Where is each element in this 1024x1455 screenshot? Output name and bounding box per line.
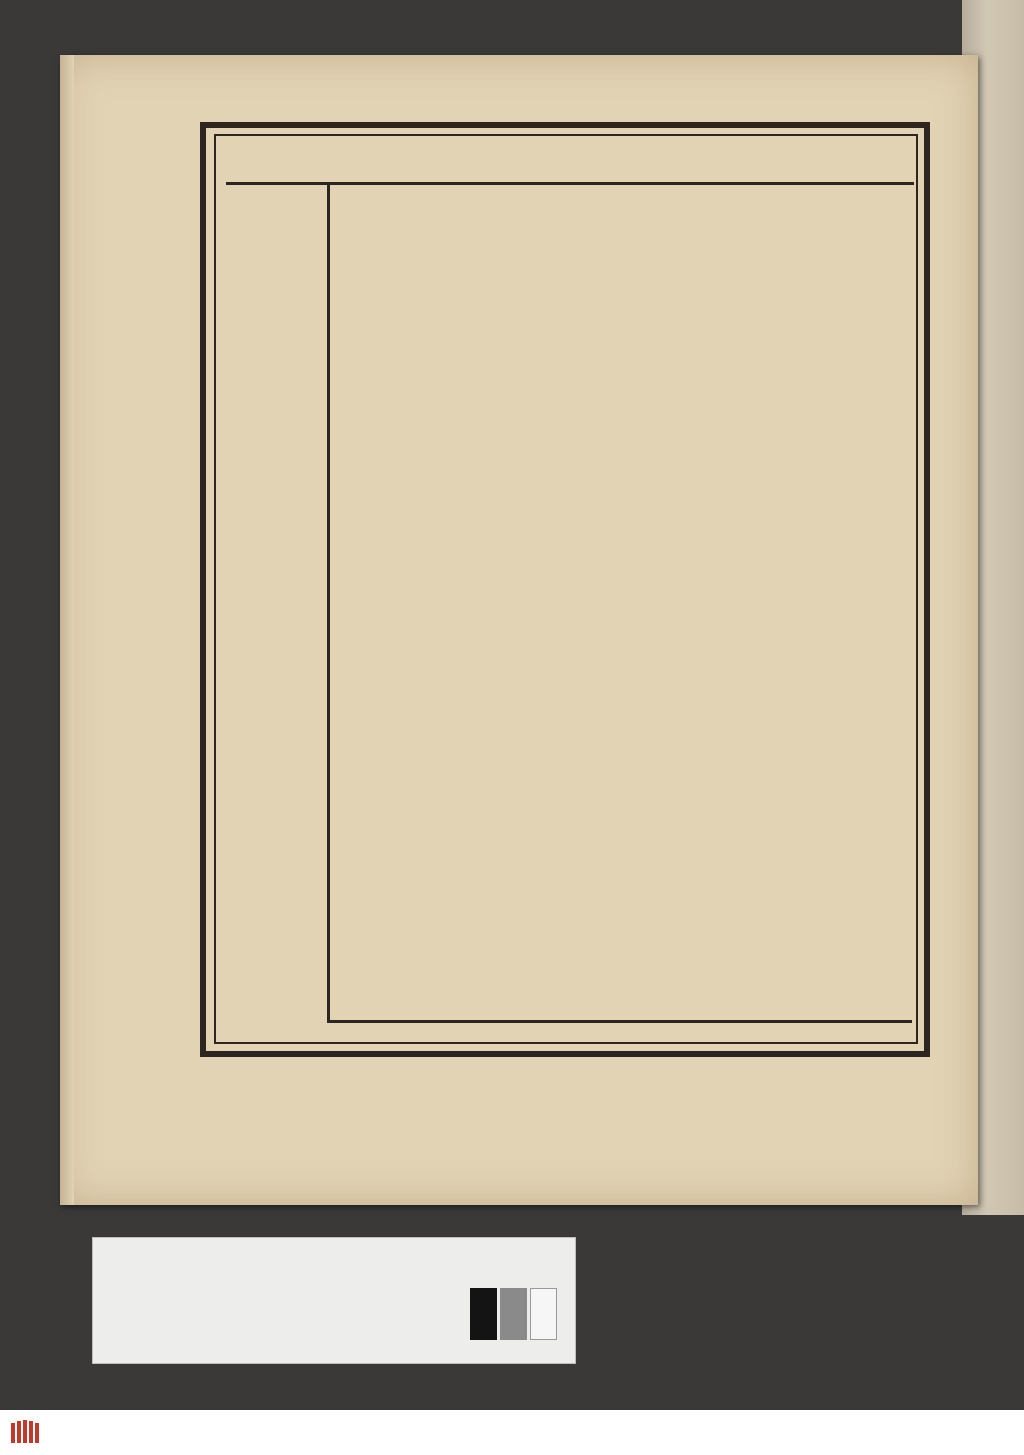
text-column-frame — [327, 185, 912, 1023]
gray-patch-black — [470, 1288, 497, 1340]
gray-patch-gray — [500, 1288, 527, 1340]
hab-logo-icon — [10, 1419, 40, 1446]
ruler-scale — [104, 1290, 362, 1332]
page-gutter — [60, 55, 74, 1205]
gray-patch-white — [530, 1288, 557, 1340]
ornament-band — [198, 1066, 933, 1096]
footer-bar — [0, 1410, 1024, 1455]
